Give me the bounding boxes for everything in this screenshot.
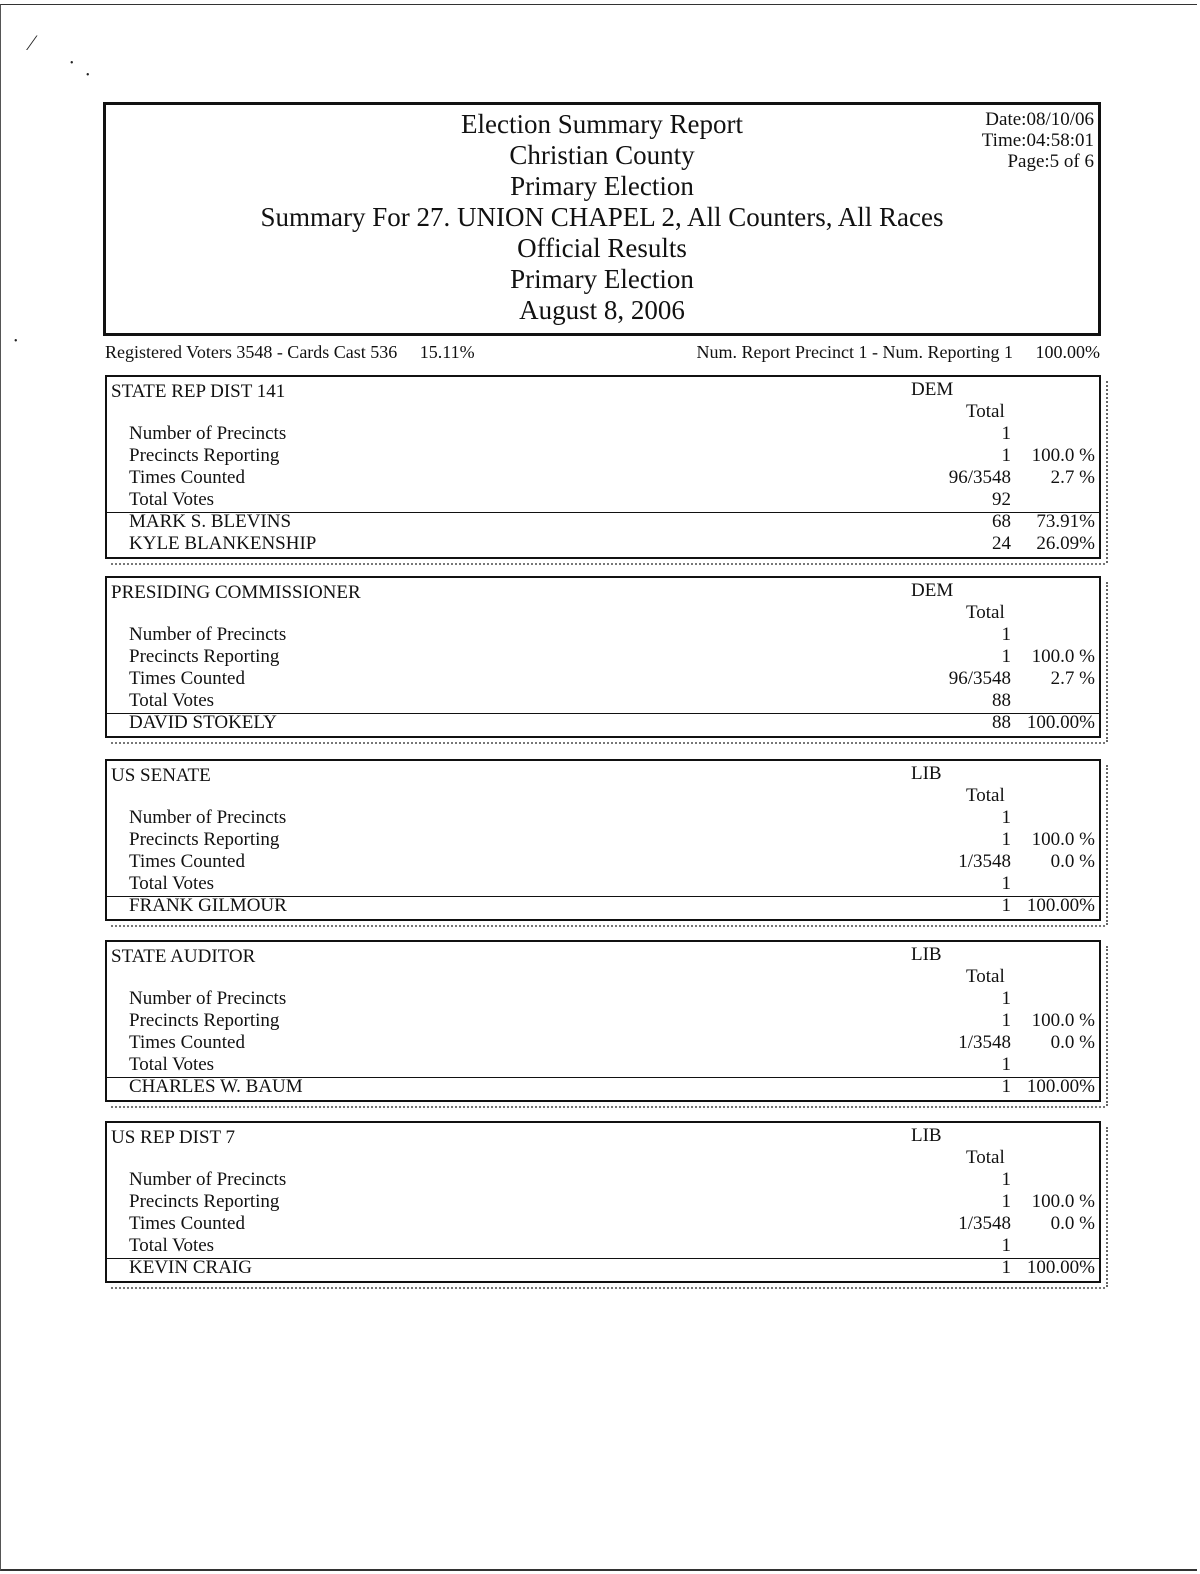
race-title: US REP DIST 7 xyxy=(111,1127,236,1148)
candidate-percent: 100.00% xyxy=(1026,712,1095,733)
race-box xyxy=(105,375,1101,559)
stat-label: Times Counted xyxy=(129,668,245,689)
scan-shadow-line xyxy=(111,922,1105,927)
summary-scope: Summary For 27. UNION CHAPEL 2, All Counters, All Races xyxy=(260,202,944,232)
party-label: DEM xyxy=(911,580,954,601)
stat-row xyxy=(107,851,1099,873)
precinct-reporting-summary: Num. Report Precinct 1 - Num. Reporting 1 100.00% xyxy=(696,342,1100,362)
party-label: DEM xyxy=(911,379,954,400)
stat-value: 96/3548 xyxy=(948,467,1011,488)
scan-mark: • xyxy=(86,70,90,81)
candidate-name: FRANK GILMOUR xyxy=(129,895,287,916)
registered-voters-summary: Registered Voters 3548 - Cards Cast 536 15.11% xyxy=(105,342,475,362)
stat-percent: 100.0 % xyxy=(1031,829,1095,850)
candidate-percent: 100.00% xyxy=(1026,895,1095,916)
stat-percent: 2.7 % xyxy=(1050,668,1095,689)
scan-shadow-line xyxy=(111,1284,1105,1289)
candidate-votes: 1 xyxy=(1001,895,1011,916)
stat-label: Times Counted xyxy=(129,851,245,872)
stat-row xyxy=(107,873,1099,895)
page-number: Page:5 of 6 xyxy=(1007,151,1094,172)
stat-value: 1 xyxy=(1001,829,1011,850)
stat-row xyxy=(107,423,1099,445)
county-name: Christian County xyxy=(509,140,695,170)
candidate-name: KEVIN CRAIG xyxy=(129,1257,252,1278)
total-column-header: Total xyxy=(966,602,1005,623)
stat-label: Precincts Reporting xyxy=(129,829,280,850)
stat-value: 1/3548 xyxy=(958,851,1011,872)
candidate-votes: 1 xyxy=(1001,1076,1011,1097)
election-type-repeat: Primary Election xyxy=(510,264,694,294)
candidate-votes: 24 xyxy=(992,533,1011,554)
scan-mark: • xyxy=(14,336,18,347)
report-time: Time:04:58:01 xyxy=(981,130,1094,151)
stat-label: Number of Precincts xyxy=(129,624,287,645)
candidate-percent: 26.09% xyxy=(1036,533,1095,554)
stat-label: Number of Precincts xyxy=(129,1169,287,1190)
stat-row xyxy=(107,624,1099,646)
stat-percent: 100.0 % xyxy=(1031,1010,1095,1031)
total-column-header: Total xyxy=(966,1147,1005,1168)
candidate-row xyxy=(107,511,1099,533)
stat-value: 1/3548 xyxy=(958,1032,1011,1053)
stat-percent: 100.0 % xyxy=(1031,445,1095,466)
race-box xyxy=(105,759,1101,921)
candidate-row xyxy=(107,1076,1099,1098)
stat-percent: 0.0 % xyxy=(1050,1213,1095,1234)
election-date: August 8, 2006 xyxy=(519,295,685,325)
race-box xyxy=(105,940,1101,1102)
stat-value: 1 xyxy=(1001,873,1011,894)
election-type: Primary Election xyxy=(510,171,694,201)
stat-row xyxy=(107,1169,1099,1191)
stat-percent: 2.7 % xyxy=(1050,467,1095,488)
total-column-header: Total xyxy=(966,966,1005,987)
scan-mark: ⁄ xyxy=(30,30,34,55)
race-title: US SENATE xyxy=(111,765,211,786)
candidate-percent: 100.00% xyxy=(1026,1076,1095,1097)
party-label: LIB xyxy=(911,1125,942,1146)
stat-value: 1 xyxy=(1001,445,1011,466)
report-meta xyxy=(982,109,1094,172)
stat-label: Times Counted xyxy=(129,1032,245,1053)
stat-label: Times Counted xyxy=(129,1213,245,1234)
race-box xyxy=(105,1121,1101,1283)
candidate-name: KYLE BLANKENSHIP xyxy=(129,533,317,554)
candidate-votes: 1 xyxy=(1001,1257,1011,1278)
stat-row xyxy=(107,1191,1099,1213)
stat-row xyxy=(107,1010,1099,1032)
party-label: LIB xyxy=(911,944,942,965)
stat-row xyxy=(107,489,1099,511)
stat-value: 1/3548 xyxy=(958,1213,1011,1234)
candidate-name: CHARLES W. BAUM xyxy=(129,1076,303,1097)
scan-shadow-line xyxy=(111,560,1105,565)
party-label: LIB xyxy=(911,763,942,784)
scan-shadow-line xyxy=(111,1103,1105,1108)
stat-value: 1 xyxy=(1001,1169,1011,1190)
stat-row xyxy=(107,668,1099,690)
stat-percent: 100.0 % xyxy=(1031,646,1095,667)
stat-label: Total Votes xyxy=(129,489,215,510)
report-title-block xyxy=(106,109,1098,326)
stat-row xyxy=(107,807,1099,829)
report-title: Election Summary Report xyxy=(461,109,743,139)
stat-percent: 100.0 % xyxy=(1031,1191,1095,1212)
stat-label: Precincts Reporting xyxy=(129,1010,280,1031)
race-title: STATE REP DIST 141 xyxy=(111,381,286,402)
stat-value: 1 xyxy=(1001,1235,1011,1256)
stat-value: 1 xyxy=(1001,988,1011,1009)
stat-row xyxy=(107,1054,1099,1076)
stat-label: Total Votes xyxy=(129,1235,215,1256)
stat-value: 1 xyxy=(1001,1010,1011,1031)
report-date: Date:08/10/06 xyxy=(985,109,1094,130)
stat-label: Number of Precincts xyxy=(129,423,287,444)
scan-shadow-line xyxy=(111,739,1105,744)
race-box xyxy=(105,576,1101,738)
stat-percent: 0.0 % xyxy=(1050,851,1095,872)
stat-row xyxy=(107,1213,1099,1235)
candidate-row xyxy=(107,712,1099,734)
stat-label: Times Counted xyxy=(129,467,245,488)
stat-row xyxy=(107,1032,1099,1054)
stat-value: 1 xyxy=(1001,807,1011,828)
turnout-summary xyxy=(105,342,1100,366)
stat-value: 1 xyxy=(1001,1191,1011,1212)
stat-row xyxy=(107,1235,1099,1257)
candidate-percent: 100.00% xyxy=(1026,1257,1095,1278)
results-status: Official Results xyxy=(517,233,687,263)
stat-row xyxy=(107,988,1099,1010)
stat-value: 1 xyxy=(1001,624,1011,645)
candidate-row xyxy=(107,533,1099,555)
candidate-votes: 68 xyxy=(992,511,1011,532)
candidate-row xyxy=(107,1257,1099,1279)
stat-value: 88 xyxy=(992,690,1011,711)
total-column-header: Total xyxy=(966,401,1005,422)
candidate-votes: 88 xyxy=(992,712,1011,733)
stat-value: 1 xyxy=(1001,646,1011,667)
stat-label: Precincts Reporting xyxy=(129,1191,280,1212)
stat-label: Total Votes xyxy=(129,1054,215,1075)
stat-value: 1 xyxy=(1001,423,1011,444)
stat-label: Number of Precincts xyxy=(129,988,287,1009)
stat-value: 92 xyxy=(992,489,1011,510)
stat-label: Number of Precincts xyxy=(129,807,287,828)
total-column-header: Total xyxy=(966,785,1005,806)
report-header xyxy=(103,102,1101,336)
stat-label: Total Votes xyxy=(129,873,215,894)
candidate-percent: 73.91% xyxy=(1036,511,1095,532)
stat-row xyxy=(107,467,1099,489)
race-title: PRESIDING COMMISSIONER xyxy=(111,582,361,603)
stat-label: Precincts Reporting xyxy=(129,445,280,466)
stat-row xyxy=(107,646,1099,668)
stat-value: 96/3548 xyxy=(948,668,1011,689)
stat-row xyxy=(107,690,1099,712)
stat-percent: 0.0 % xyxy=(1050,1032,1095,1053)
race-title: STATE AUDITOR xyxy=(111,946,256,967)
scan-mark: • xyxy=(70,58,74,69)
stat-value: 1 xyxy=(1001,1054,1011,1075)
candidate-row xyxy=(107,895,1099,917)
stat-row xyxy=(107,829,1099,851)
candidate-name: DAVID STOKELY xyxy=(129,712,277,733)
stat-row xyxy=(107,445,1099,467)
stat-label: Total Votes xyxy=(129,690,215,711)
candidate-name: MARK S. BLEVINS xyxy=(129,511,292,532)
stat-label: Precincts Reporting xyxy=(129,646,280,667)
